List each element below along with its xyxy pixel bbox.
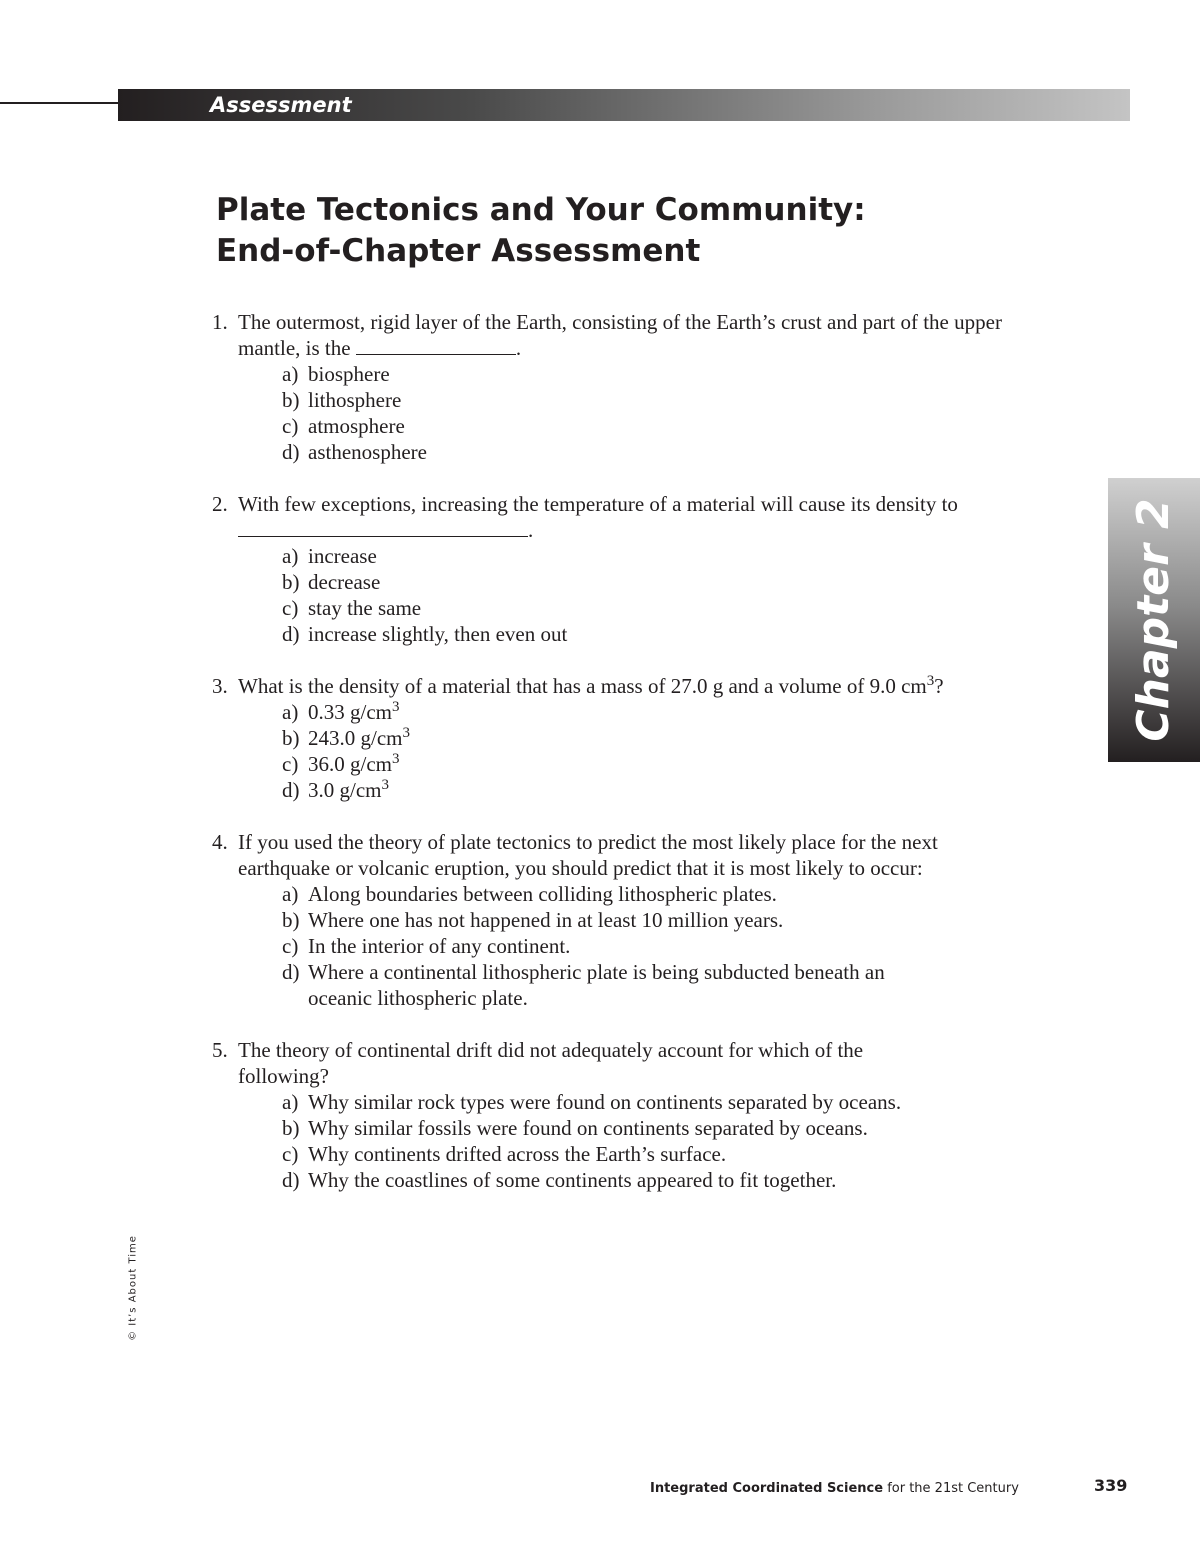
option-item: [282, 1167, 1052, 1193]
header-label: Assessment: [210, 93, 352, 117]
option-letter: b): [282, 726, 300, 750]
option-text: Why similar fossils were found on continents separated by oceans.: [308, 1116, 868, 1140]
option-text: 36.0 g/cm: [308, 752, 392, 776]
option-item: [282, 881, 1052, 907]
question-number: 2.: [212, 492, 228, 516]
footer-book-title-bold: Integrated Coordinated Science: [650, 1481, 884, 1496]
question-list: [212, 309, 1052, 1219]
option-text: lithosphere: [308, 388, 402, 412]
option-item: [282, 621, 1052, 647]
option-letter: d): [282, 960, 300, 984]
footer-book-title-rest: for the 21st Century: [883, 1481, 1019, 1496]
option-item: [282, 933, 1052, 959]
option-item: [282, 1115, 1052, 1141]
option-list: [238, 1089, 1052, 1193]
option-text: biosphere: [308, 362, 390, 386]
option-text: asthenosphere: [308, 440, 427, 464]
page-number: 339: [1094, 1476, 1128, 1495]
option-item: [282, 387, 1052, 413]
question-5: [212, 1037, 1052, 1193]
option-item: [282, 1089, 1052, 1115]
option-text: increase: [308, 544, 377, 568]
option-item: c) 36.0 $g/cm^3$: [282, 751, 400, 776]
copyright-notice: © It’s About Time: [127, 1235, 139, 1341]
chapter-side-tab: [1108, 478, 1200, 762]
option-letter: c): [282, 752, 299, 776]
page-title-line1: Plate Tectonics and Your Community:: [216, 192, 866, 228]
question-number: 3.: [212, 674, 228, 698]
option-letter: a): [282, 362, 299, 386]
question-number: 4.: [212, 830, 228, 854]
question-text: With few exceptions, increasing the temperature of a material will cause its density to .: [238, 492, 958, 542]
option-text: increase slightly, then even out: [308, 622, 568, 646]
option-letter: c): [282, 596, 299, 620]
option-letter: b): [282, 570, 300, 594]
option-list: [238, 699, 1052, 803]
question-text: If you used the theory of plate tectonics to predict the most likely place for the next earthquake or volcanic eruption, you should predict that it is most likely to occur:: [238, 830, 938, 880]
option-letter: c): [282, 1142, 299, 1166]
footer-book-title: [650, 1479, 1019, 1499]
question-number: 1.: [212, 310, 228, 334]
question-text: The outermost, rigid layer of the Earth, consisting of the Earth’s crust and part of the upper mantle, is the .: [238, 310, 1002, 360]
chapter-tab-label: Chapter 2: [1128, 498, 1179, 742]
option-item: a) 0.33 $g/cm^3$: [282, 699, 400, 724]
question-text: The theory of continental drift did not adequately account for which of the following?: [238, 1038, 864, 1088]
option-item: [282, 959, 928, 1011]
option-letter: c): [282, 934, 299, 958]
option-text: decrease: [308, 570, 381, 594]
option-item: [282, 439, 1052, 465]
option-letter: b): [282, 1116, 300, 1140]
question-2: [212, 491, 1052, 647]
option-list: [238, 881, 1052, 1011]
option-letter: b): [282, 908, 300, 932]
option-text: stay the same: [308, 596, 422, 620]
option-text: Where a continental lithospheric plate is being subducted beneath an oceanic lithospheric plate.: [308, 960, 885, 1010]
option-item: b) 243.0 $g/cm^3$: [282, 725, 410, 750]
option-text: 243.0 g/cm: [308, 726, 403, 750]
option-text: Why continents drifted across the Earth’s surface.: [308, 1142, 727, 1166]
option-text: Why similar rock types were found on continents separated by oceans.: [308, 1090, 902, 1114]
option-item: [282, 907, 1052, 933]
option-text: atmosphere: [308, 414, 405, 438]
answer-blank: [238, 518, 528, 537]
option-text: Why the coastlines of some continents appeared to fit together.: [308, 1168, 837, 1192]
option-item: [282, 413, 1052, 439]
option-list: [238, 543, 1052, 647]
option-letter: a): [282, 700, 299, 724]
option-text: Along boundaries between colliding lithospheric plates.: [308, 882, 777, 906]
question-3: [212, 673, 1052, 803]
option-item: d) 3.0 $g/cm^3$: [282, 777, 389, 802]
page-title-line2: End-of-Chapter Assessment: [216, 233, 701, 269]
header-bar: [118, 89, 1130, 121]
question-1: [212, 309, 1052, 465]
question-text: What is the density of a material that has a mass of 27.0 g and a volume of 9.0 $cm^3$?: [238, 673, 944, 698]
option-item: [282, 569, 1052, 595]
option-text: 0.33 g/cm: [308, 700, 392, 724]
option-letter: a): [282, 1090, 299, 1114]
option-text: 3.0 g/cm: [308, 778, 382, 802]
option-item: [282, 1141, 1052, 1167]
option-letter: d): [282, 440, 300, 464]
option-letter: a): [282, 882, 299, 906]
option-item: [282, 361, 1052, 387]
option-letter: b): [282, 388, 300, 412]
page-title: [216, 190, 1036, 272]
option-letter: c): [282, 414, 299, 438]
question-4: [212, 829, 1052, 1011]
option-letter: a): [282, 544, 299, 568]
option-list: [238, 361, 1052, 465]
option-item: [282, 595, 1052, 621]
answer-blank: [356, 336, 516, 355]
option-item: [282, 543, 1052, 569]
option-letter: d): [282, 622, 300, 646]
option-text: In the interior of any continent.: [308, 934, 571, 958]
option-letter: d): [282, 1168, 300, 1192]
question-number: 5.: [212, 1038, 228, 1062]
header-rule-line: [0, 102, 120, 104]
option-letter: d): [282, 778, 300, 802]
option-text: Where one has not happened in at least 10 million years.: [308, 908, 784, 932]
